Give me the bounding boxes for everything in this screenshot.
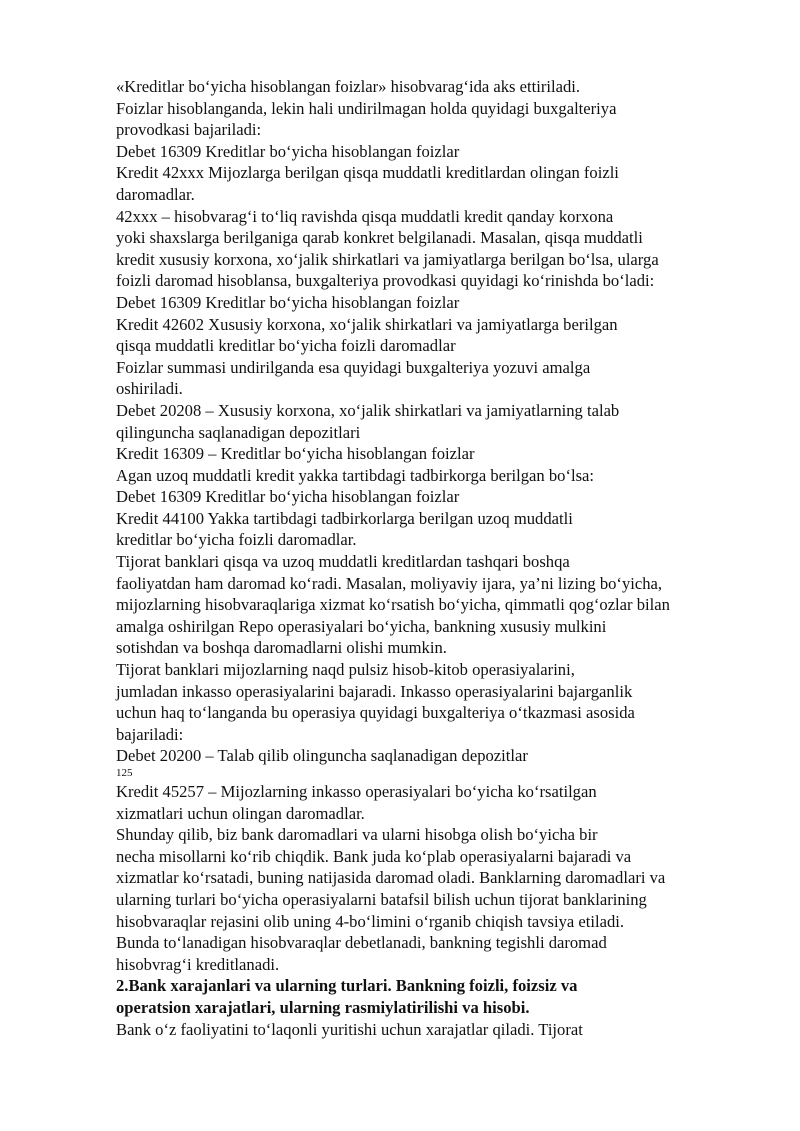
text-line: Foizlar hisoblanganda, lekin hali undirilmagan holda quyidagi buxgalteriya [116,98,617,118]
text-line: ularning turlari boʻyicha operasiyalarni batafsil bilish uchun tijorat banklarining [116,889,647,909]
text-line: bajariladi: [116,724,184,744]
text-line: hisobvaraqlar rejasini olib uning 4-boʻlimini oʻrganib chiqish tavsiya etiladi. [116,911,625,931]
text-line: xizmatlari uchun olingan daromadlar. [116,803,365,823]
section-heading: operatsion xarajatlari, ularning rasmiylatirilishi va hisobi. [116,997,530,1017]
text-line: Kredit 42602 Xususiy korxona, xoʻjalik shirkatlari va jamiyatlarga berilgan [116,314,618,334]
text-line: Kredit 44100 Yakka tartibdagi tadbirkorlarga berilgan uzoq muddatli [116,508,573,528]
text-line: Foizlar summasi undirilganda esa quyidagi buxgalteriya yozuvi amalga [116,357,591,377]
text-line: Kredit 45257 – Mijozlarning inkasso operasiyalari boʻyicha koʻrsatilgan [116,782,597,801]
text-line: qisqa muddatli kreditlar boʻyicha foizli daromadlar [116,336,456,356]
text-line: Debet 16309 Kreditlar boʻyicha hisoblangan foizlar [116,292,460,312]
text-line: jumladan inkasso operasiyalarini bajaradi. Inkasso operasiyalarini bajarganlik [116,681,633,701]
text-line: Tijorat banklari qisqa va uzoq muddatli kreditlardan tashqari boshqa [116,552,570,572]
text-line: faoliyatdan ham daromad koʻradi. Masalan, moliyaviy ijara, ya’ni lizing boʻyicha, [116,573,663,593]
document-body [116,76,756,1040]
text-line: Bunda toʻlanadigan hisobvaraqlar debetlanadi, bankning tegishli daromad [116,933,607,953]
text-line: Kredit 16309 – Kreditlar boʻyicha hisoblangan foizlar [116,444,475,464]
text-line: yoki shaxslarga berilganiga qarab konkret belgilanadi. Masalan, qisqa muddatli [116,228,643,248]
text-line: «Kreditlar boʻyicha hisoblangan foizlar» hisobvaragʻida aks ettiriladi. [116,77,581,96]
text-line: Debet 20200 – Talab qilib olinguncha saqlanadigan depozitlar [116,746,528,766]
text-line: Debet 16309 Kreditlar boʻyicha hisoblangan foizlar [116,141,460,161]
text-line: oshiriladi. [116,379,183,399]
text-line: sotishdan va boshqa daromadlarni olishi mumkin. [116,638,447,658]
text-line: Kredit 42xxx Mijozlarga berilgan qisqa muddatli kreditlardan olingan foizli [116,163,619,183]
text-line: daromadlar. [116,184,195,204]
section-heading: 2.Bank xarajanlari va ularning turlari. Bankning foizli, foizsiz va [116,976,578,996]
text-line: xizmatlar koʻrsatadi, buning natijasida daromad oladi. Banklarning daromadlari va [116,868,666,888]
text-line: Debet 16309 Kreditlar boʻyicha hisoblangan foizlar [116,487,460,507]
text-line: hisobvragʻi kreditlanadi. [116,954,280,974]
text-line: Bank oʻz faoliyatini toʻlaqonli yuritishi uchun xarajatlar qiladi. Tijorat [116,1019,583,1039]
text-line: necha misollarni koʻrib chiqdik. Bank juda koʻplab operasiyalarni bajaradi va [116,846,632,866]
text-line: amalga oshirilgan Repo operasiyalari boʻyicha, bankning xususiy mulkini [116,616,607,636]
text-line: provodkasi bajariladi: [116,120,262,140]
text-line: foizli daromad hisoblansa, buxgalteriya provodkasi quyidagi koʻrinishda boʻladi: [116,271,655,291]
text-line: kredit xususiy korxona, xoʻjalik shirkatlari va jamiyatlarga berilgan boʻlsa, ularga [116,249,659,269]
text-line: 42xxx – hisobvaragʻi toʻliq ravishda qisqa muddatli kredit qanday korxona [116,206,614,226]
text-line: kreditlar boʻyicha foizli daromadlar. [116,530,357,550]
text-line: uchun haq toʻlanganda bu operasiya quyidagi buxgalteriya oʻtkazmasi asosida [116,703,635,723]
page-number: 125 [116,767,133,779]
text-line: Shunday qilib, biz bank daromadlari va ularni hisobga olish boʻyicha bir [116,825,598,845]
text-line: qilinguncha saqlanadigan depozitlari [116,422,361,442]
text-line: Debet 20208 – Xususiy korxona, xoʻjalik shirkatlari va jamiyatlarning talab [116,400,620,420]
text-line: mijozlarning hisobvaraqlariga xizmat koʻrsatish boʻyicha, qimmatli qogʻozlar bilan [116,595,670,615]
text-line: Tijorat banklari mijozlarning naqd pulsiz hisob-kitob operasiyalarini, [116,660,575,680]
text-line: Agan uzoq muddatli kredit yakka tartibdagi tadbirkorga berilgan boʻlsa: [116,465,595,485]
